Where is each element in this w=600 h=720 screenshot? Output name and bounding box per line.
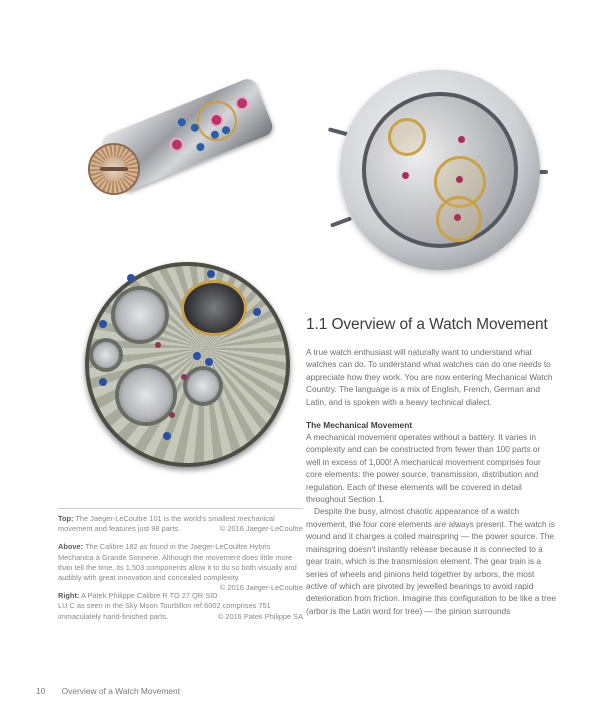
body-paragraph: A mechanical movement operates without a battery. It varies in complexity and can be constructed from fewer than 100 parts or well in excess of 1,000! A mechanical movement comprises four core elements: the power source, transmission, distribution and regulation. Each of these elements will be covered in detail throughout Section 1. <box>306 432 541 505</box>
ruby-jewel <box>155 342 161 348</box>
blue-screw <box>99 320 107 328</box>
photo-captions <box>58 514 303 630</box>
caption-credit: © 2016 Jaeger-LeCoultre <box>219 524 303 534</box>
blue-screw <box>207 270 215 278</box>
subheading: The Mechanical Movement <box>306 420 413 431</box>
body-text <box>306 431 556 617</box>
blue-screw <box>193 352 201 360</box>
photo-patek-philippe-movement <box>340 70 540 270</box>
ruby-jewel <box>169 412 175 418</box>
small-seconds-window <box>187 370 219 402</box>
blue-screw <box>163 432 171 440</box>
blue-screw <box>127 274 135 282</box>
winding-crown-wheel <box>90 145 138 193</box>
ruby-jewel <box>402 172 409 179</box>
running-title: Overview of a Watch Movement <box>61 686 181 696</box>
ruby-jewel <box>233 94 251 112</box>
caption-label: Right: <box>58 591 80 601</box>
gold-wheel <box>388 118 426 156</box>
photo-jlc-calibre-182-movement <box>85 262 290 467</box>
caption-text: The Jaeger-LeCoultre 101 is the world's smallest mechanical movement and features just 98 parts. <box>58 514 275 534</box>
caption-text: The Calibre 182 as found in the Jaeger-LeCoultre Hybris Mechanica à Grande Sonnerie. Although the movement does little more than tell the time, its 1,503 components allow it to do so both visually and audibly with great innovation and concealed complexity. <box>58 542 297 583</box>
intro-paragraph: A true watch enthusiast will naturally want to understand what watches can do. To understand what watches can do one needs to appreciate how they work. You are now entering Mechanical Watch Country. The language is a mix of English, French, German and Latin, and is spoken with a heavy technical dialect. <box>306 347 553 407</box>
case-pusher <box>330 216 352 227</box>
caption-above <box>58 542 303 593</box>
page-number: 10 <box>36 686 46 696</box>
blue-screw <box>99 378 107 386</box>
caption-credit: © 2016 Patek Philippe SA <box>217 611 303 621</box>
ruby-jewel <box>454 214 461 221</box>
caption-label: Above: <box>58 542 84 552</box>
caption-right <box>58 591 303 622</box>
article <box>306 316 556 617</box>
blue-screw <box>253 308 261 316</box>
caption-label: Top: <box>58 514 74 523</box>
movement-plate <box>85 262 290 467</box>
photo-jlc-101-movement <box>75 85 275 195</box>
section-title: 1.1 Overview of a Watch Movement <box>306 316 548 333</box>
mainspring-barrel <box>119 368 173 422</box>
blue-screw <box>195 142 205 152</box>
movement-bridge <box>362 92 518 248</box>
ruby-jewel <box>458 136 465 143</box>
caption-divider <box>58 508 303 509</box>
ruby-jewel <box>181 374 187 380</box>
page-footer <box>36 686 180 696</box>
caption-text: A Patek Philippe Calibre R TO 27 QR SID LU C as seen in the Sky Moon Tourbillon ref.6002 comprises 751 immaculately hand-finished parts. <box>58 591 271 621</box>
ruby-jewel <box>456 176 463 183</box>
caption-credit: © 2016 Jaeger-LeCoultre <box>219 583 303 593</box>
blue-screw <box>177 117 187 127</box>
ratchet-wheel <box>93 342 119 368</box>
tourbillon <box>181 280 247 336</box>
ruby-jewel <box>168 136 186 154</box>
mainspring-barrel <box>115 290 165 340</box>
body-paragraph: Despite the busy, almost chaotic appearance of a watch movement, the four core elements are always present. The watch is wound and it charges a coiled mainspring — the power source. The mainspring doesn't instantly release because it is connected to a gear train, which is the transmission element. The gear train is a series of wheels and pinions held together by arbors, the most active of which are pivoted by jewelled bearings to avoid rapid deterioration from friction. Imagine this configuration to be like a tree (arbor is the Latin word for tree) — the pinion surrounds <box>306 506 556 616</box>
blue-screw <box>205 358 213 366</box>
caption-top <box>58 514 303 534</box>
